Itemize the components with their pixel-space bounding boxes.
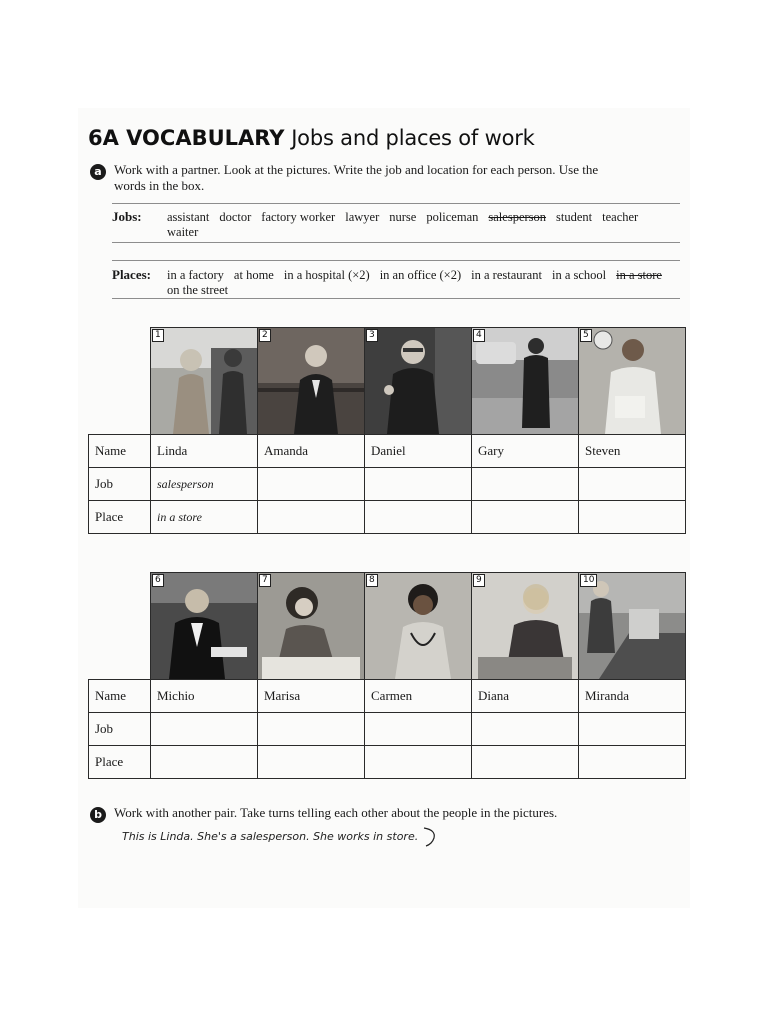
example-sentence — [122, 826, 440, 848]
word-item: at home — [233, 268, 274, 282]
photo-number: 2 — [259, 329, 271, 342]
place-answer-cell[interactable] — [472, 501, 579, 534]
photo-row — [89, 328, 686, 435]
person-photo-7 — [258, 573, 364, 679]
photo-number: 4 — [473, 329, 485, 342]
place-answer-cell[interactable] — [151, 746, 258, 779]
word-item: doctor — [219, 210, 252, 224]
photo-person-7 — [258, 573, 365, 680]
photo-person-4 — [472, 328, 579, 435]
place-answer-cell[interactable] — [365, 501, 472, 534]
exercise-a-line-1: Work with a partner. Look at the pictures. Write the job and location for each person. Use the — [114, 162, 599, 177]
photo-number: 1 — [152, 329, 164, 342]
name-cell: Carmen — [365, 680, 472, 713]
row-label-job: Job — [89, 713, 151, 746]
word-item: in a factory — [167, 268, 224, 282]
jobs-label: Jobs: — [112, 209, 142, 224]
name-cell: Gary — [472, 435, 579, 468]
people-table-2 — [88, 572, 686, 779]
photo-person-6 — [151, 573, 258, 680]
name-cell: Marisa — [258, 680, 365, 713]
photo-number: 9 — [473, 574, 485, 587]
photo-person-8 — [365, 573, 472, 680]
exercise-a-marker: a — [90, 164, 106, 180]
row-label-job: Job — [89, 468, 151, 501]
name-cell: Michio — [151, 680, 258, 713]
job-row — [89, 713, 686, 746]
job-answer-cell[interactable] — [258, 468, 365, 501]
job-answer-cell[interactable] — [472, 713, 579, 746]
unit-code: 6A VOCABULARY — [88, 126, 285, 150]
word-item: in an office (×2) — [379, 268, 462, 282]
name-cell: Diana — [472, 680, 579, 713]
job-answer-cell[interactable]: salesperson — [151, 468, 258, 501]
word-box-bottom-rule — [112, 298, 680, 299]
photo-number: 6 — [152, 574, 164, 587]
person-photo-10 — [579, 573, 685, 679]
place-row — [89, 746, 686, 779]
place-answer-cell[interactable]: in a store — [151, 501, 258, 534]
place-answer-cell[interactable] — [472, 746, 579, 779]
job-answer-cell[interactable] — [579, 713, 686, 746]
row-label-name: Name — [89, 680, 151, 713]
place-answer-cell[interactable] — [258, 746, 365, 779]
place-row — [89, 501, 686, 534]
photo-person-3 — [365, 328, 472, 435]
name-cell: Steven — [579, 435, 686, 468]
speech-tail-icon — [422, 826, 440, 848]
exercise-b-instruction: Work with another pair. Take turns telling each other about the people in the pictures. — [114, 805, 558, 820]
photo-number: 7 — [259, 574, 271, 587]
word-item-used: salesperson — [488, 210, 547, 224]
photo-person-2 — [258, 328, 365, 435]
person-photo-8 — [365, 573, 471, 679]
photo-number: 10 — [580, 574, 597, 587]
row-label-place: Place — [89, 746, 151, 779]
place-answer-cell[interactable] — [365, 746, 472, 779]
page-title — [88, 126, 535, 150]
word-item: in a restaurant — [471, 268, 542, 282]
person-photo-2 — [258, 328, 364, 434]
name-cell: Amanda — [258, 435, 365, 468]
job-answer-cell[interactable] — [472, 468, 579, 501]
photo-person-9 — [472, 573, 579, 680]
place-answer-cell[interactable] — [579, 746, 686, 779]
row-label-place: Place — [89, 501, 151, 534]
word-item: in a hospital (×2) — [283, 268, 370, 282]
places-word-list — [167, 268, 677, 298]
person-photo-9 — [472, 573, 578, 679]
name-cell: Miranda — [579, 680, 686, 713]
photo-person-5 — [579, 328, 686, 435]
word-box-mid-rule — [112, 242, 680, 243]
place-answer-cell[interactable] — [258, 501, 365, 534]
job-answer-cell[interactable] — [258, 713, 365, 746]
job-answer-cell[interactable] — [151, 713, 258, 746]
photo-person-10 — [579, 573, 686, 680]
word-box-top-rule — [112, 203, 680, 204]
name-cell: Linda — [151, 435, 258, 468]
word-item: factory worker — [261, 210, 336, 224]
job-row — [89, 468, 686, 501]
photo-number: 5 — [580, 329, 592, 342]
exercise-b-marker: b — [90, 807, 106, 823]
person-photo-3 — [365, 328, 471, 434]
blank-corner — [89, 328, 151, 435]
person-photo-5 — [579, 328, 685, 434]
job-answer-cell[interactable] — [579, 468, 686, 501]
word-item: teacher — [602, 210, 639, 224]
places-label: Places: — [112, 267, 151, 282]
jobs-word-list — [167, 210, 677, 240]
person-photo-4 — [472, 328, 578, 434]
example-text: This is Linda. She's a salesperson. She works in store. — [122, 830, 419, 843]
job-answer-cell[interactable] — [365, 713, 472, 746]
exercise-a-instruction — [114, 162, 598, 194]
blank-corner — [89, 573, 151, 680]
unit-topic: Jobs and places of work — [291, 126, 535, 150]
name-cell: Daniel — [365, 435, 472, 468]
name-row — [89, 680, 686, 713]
person-photo-6 — [151, 573, 257, 679]
place-answer-cell[interactable] — [579, 501, 686, 534]
person-photo-1 — [151, 328, 257, 434]
exercise-a-line-2: words in the box. — [114, 178, 205, 193]
row-label-name: Name — [89, 435, 151, 468]
word-item: assistant — [167, 210, 210, 224]
word-item: waiter — [167, 225, 199, 239]
photo-row — [89, 573, 686, 680]
job-answer-cell[interactable] — [365, 468, 472, 501]
word-item: on the street — [167, 283, 229, 297]
word-item: lawyer — [345, 210, 380, 224]
word-box-places-rule — [112, 260, 680, 261]
word-item: in a school — [551, 268, 607, 282]
word-item: nurse — [389, 210, 417, 224]
word-item: policeman — [426, 210, 479, 224]
word-item: student — [556, 210, 593, 224]
photo-number: 3 — [366, 329, 378, 342]
people-table-1 — [88, 327, 686, 534]
name-row — [89, 435, 686, 468]
photo-number: 8 — [366, 574, 378, 587]
photo-person-1 — [151, 328, 258, 435]
word-item-used: in a store — [616, 268, 662, 282]
